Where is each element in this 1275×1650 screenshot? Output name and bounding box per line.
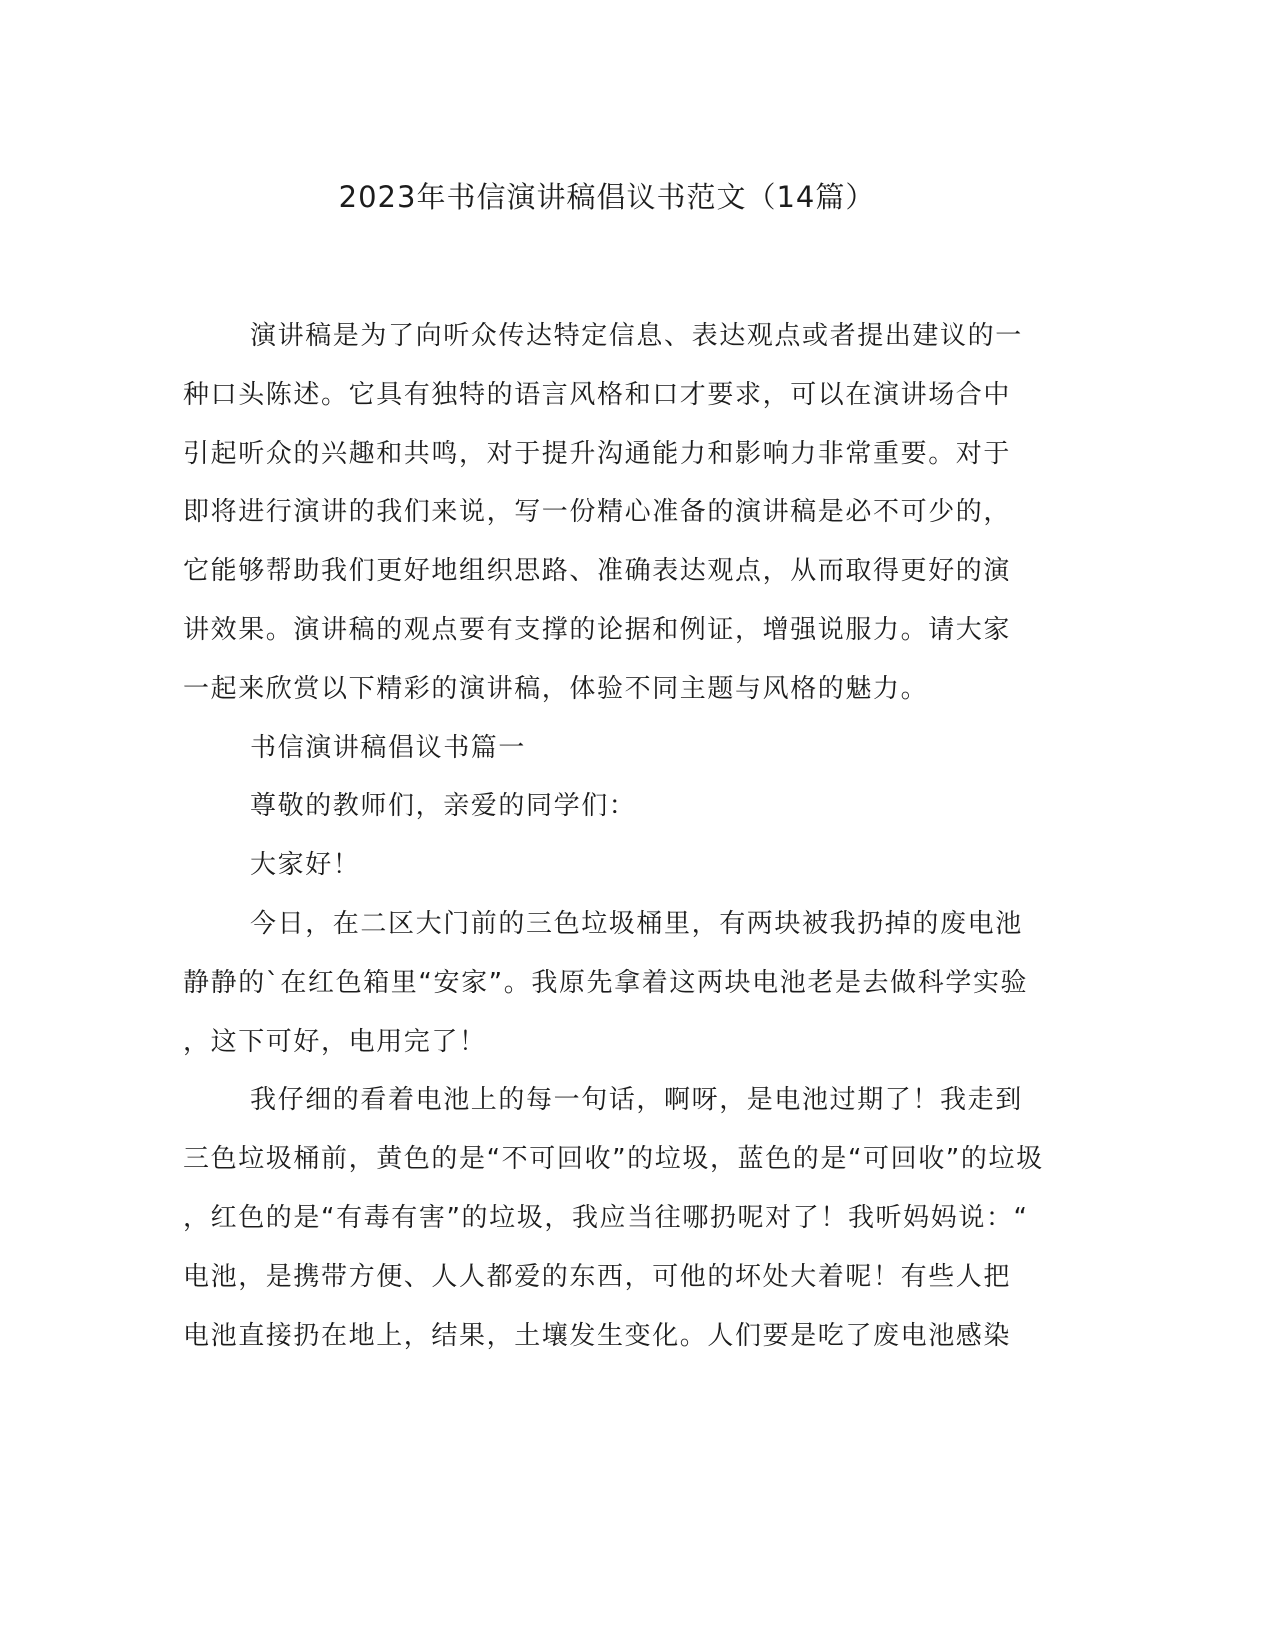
document-body <box>183 307 1063 1365</box>
salutation: 尊敬的教师们，亲爱的同学们： <box>250 791 637 822</box>
paragraph-line: 静静的`在红色箱里“安家”。我原先拿着这两块电池老是去做科学实验 <box>183 967 1029 998</box>
intro-line: 一起来欣赏以下精彩的演讲稿，体验不同主题与风格的魅力。 <box>183 673 929 704</box>
intro-line: 即将进行演讲的我们来说，写一份精心准备的演讲稿是必不可少的， <box>183 497 1012 528</box>
intro-paragraph <box>183 307 1063 719</box>
greeting: 大家好！ <box>250 850 361 881</box>
intro-line: 引起听众的兴趣和共鸣，对于提升沟通能力和影响力非常重要。对于 <box>183 438 1012 469</box>
paragraph-line: 今日，在二区大门前的三色垃圾桶里，有两块被我扔掉的废电池 <box>250 908 1023 939</box>
paragraph-line: ，这下可好，电用完了！ <box>183 1026 487 1057</box>
body-paragraph-1 <box>183 895 1063 1071</box>
intro-line: 它能够帮助我们更好地组织思路、准确表达观点，从而取得更好的演 <box>183 556 1012 587</box>
intro-line: 讲效果。演讲稿的观点要有支撑的论据和例证，增强说服力。请大家 <box>183 614 1012 645</box>
document-title: 2023年书信演讲稿倡议书范文（14篇） <box>338 180 876 214</box>
section-heading: 书信演讲稿倡议书篇一 <box>250 732 527 763</box>
body-paragraph-2 <box>183 1071 1063 1365</box>
paragraph-line: 电池直接扔在地上，结果，土壤发生变化。人们要是吃了废电池感染 <box>183 1320 1012 1351</box>
intro-line: 种口头陈述。它具有独特的语言风格和口才要求，可以在演讲场合中 <box>183 379 1012 410</box>
paragraph-line: 三色垃圾桶前，黄色的是“不可回收”的垃圾，蓝色的是“可回收”的垃圾 <box>183 1144 1044 1175</box>
paragraph-line: ，红色的是“有毒有害”的垃圾，我应当往哪扔呢对了！我听妈妈说：“ <box>183 1202 1029 1233</box>
paragraph-line: 电池，是携带方便、人人都爱的东西，可他的坏处大着呢！有些人把 <box>183 1261 1012 1292</box>
intro-line: 演讲稿是为了向听众传达特定信息、表达观点或者提出建议的一 <box>250 321 1023 351</box>
paragraph-line: 我仔细的看着电池上的每一句话，啊呀，是电池过期了！我走到 <box>250 1085 1023 1116</box>
